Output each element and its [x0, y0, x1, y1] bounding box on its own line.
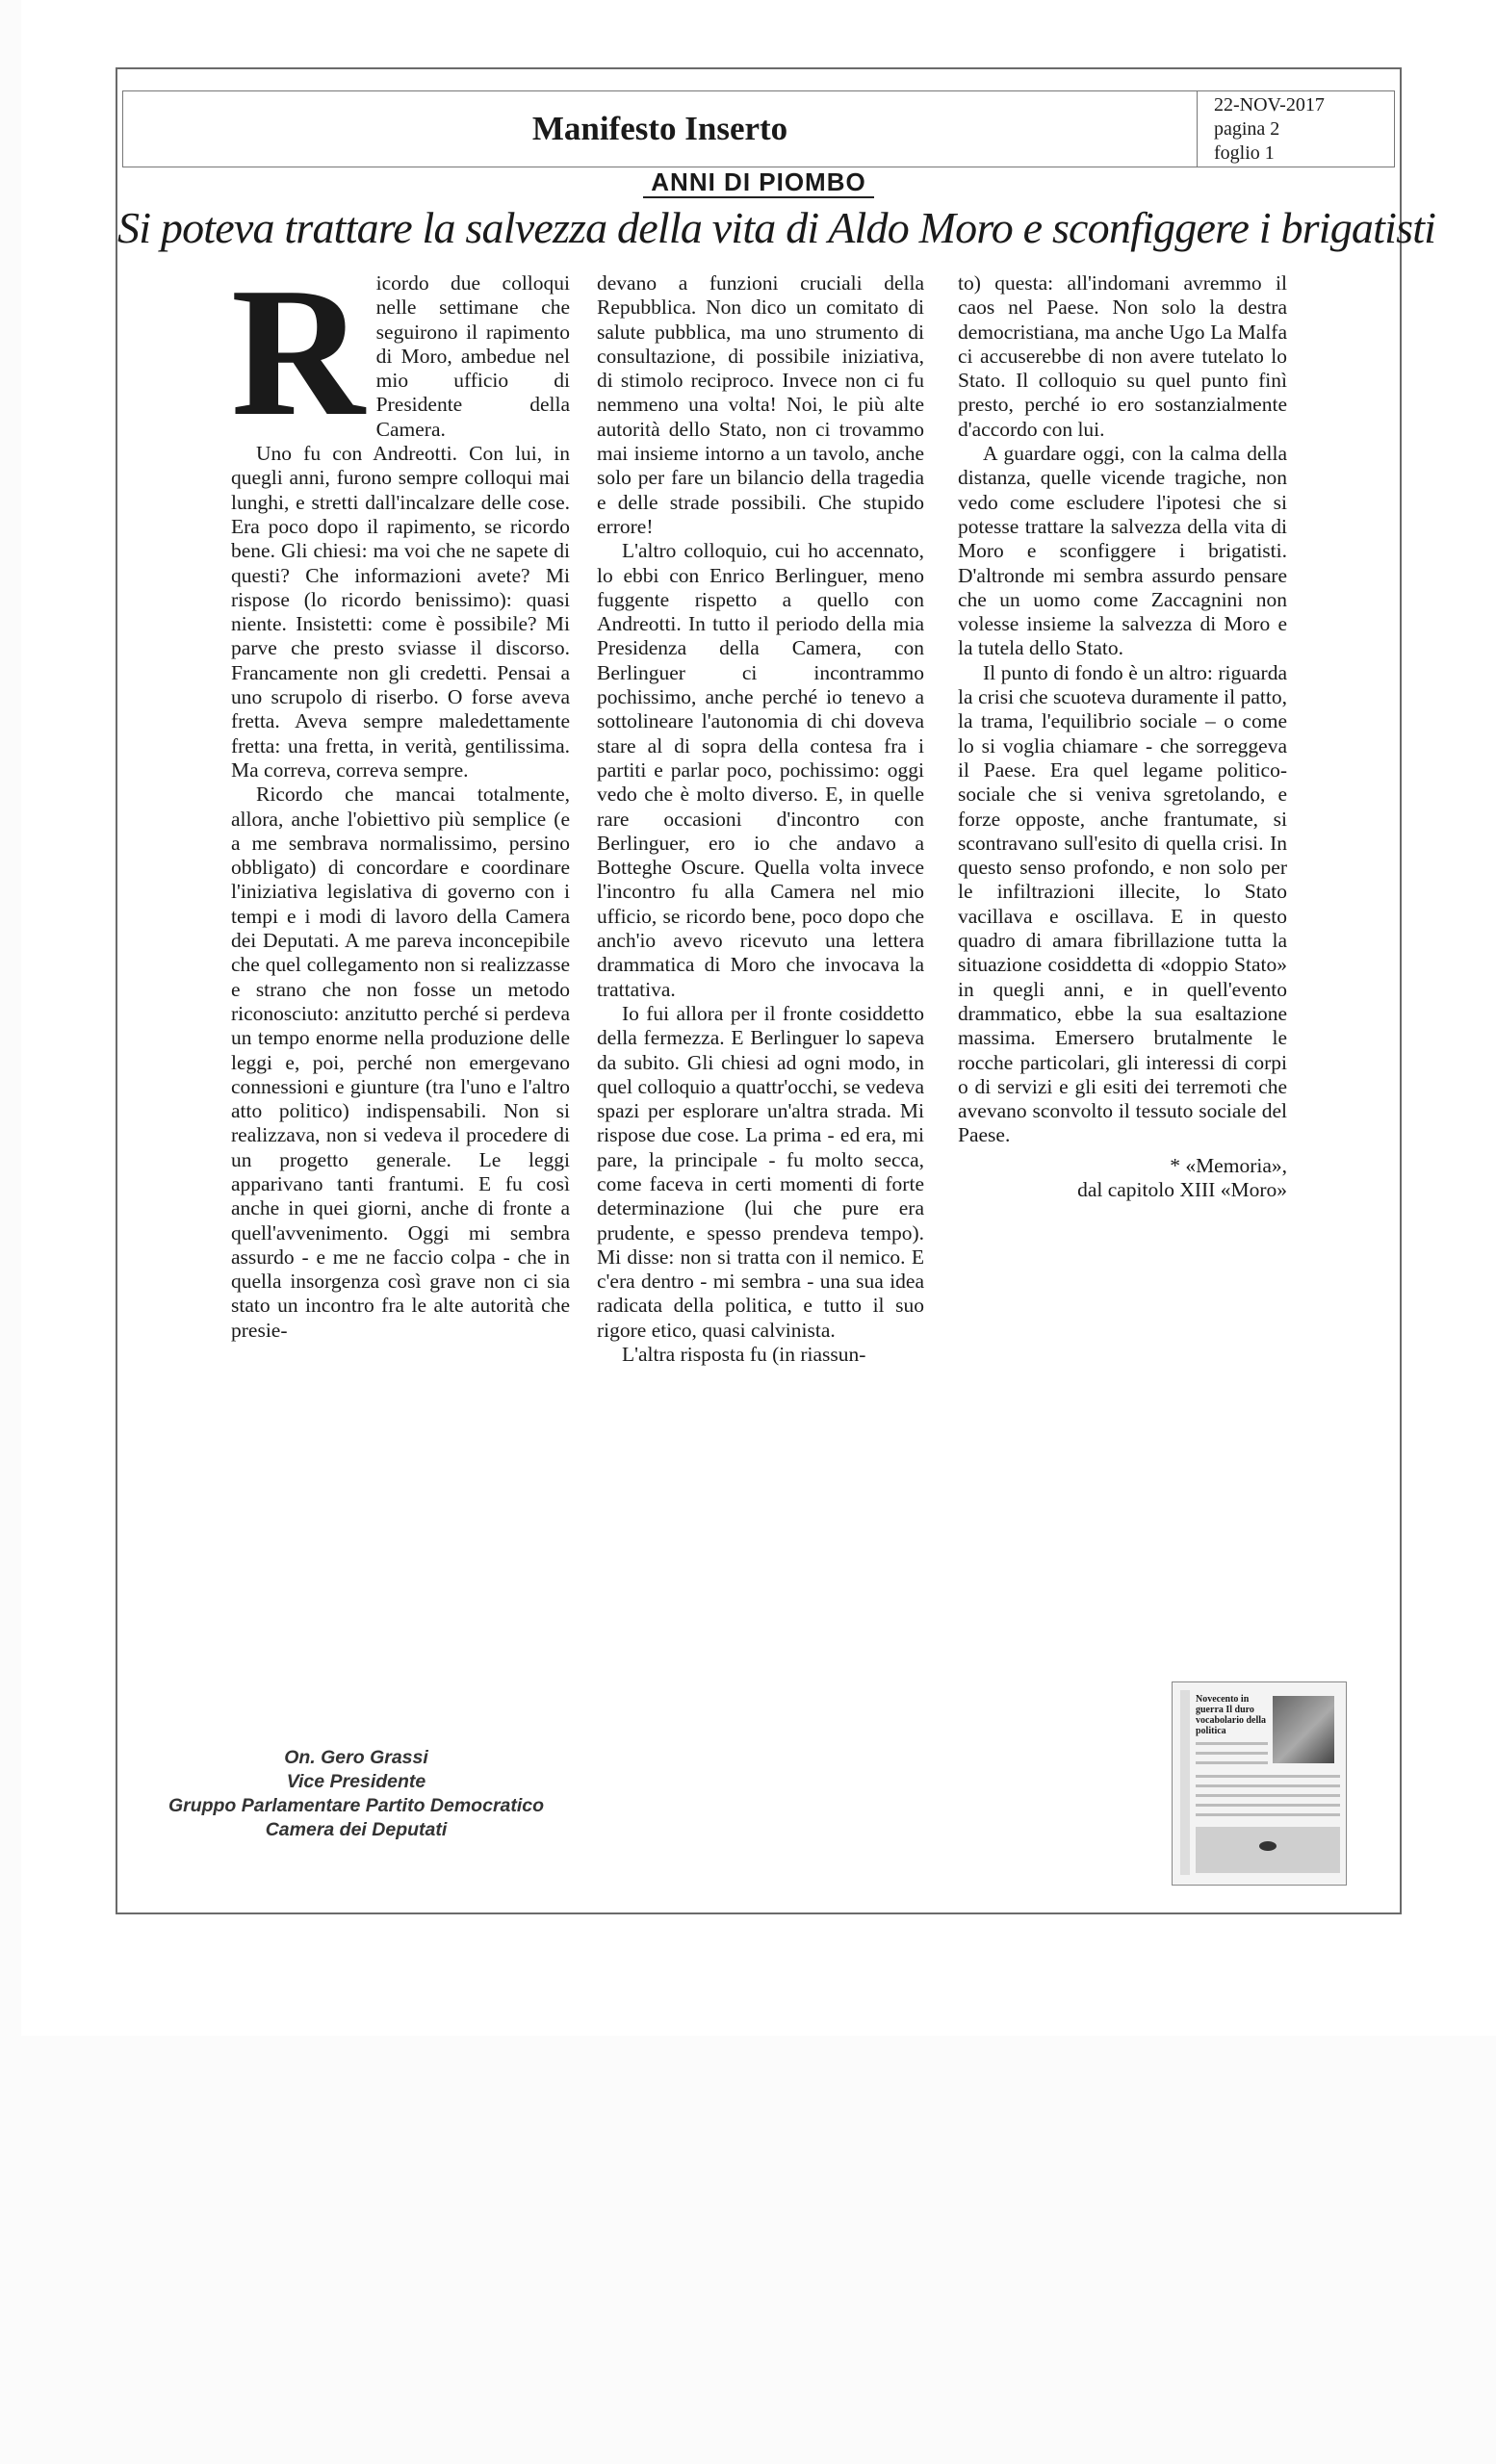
paragraph: Il punto di fondo è un altro: riguarda la crisi che scuoteva duramente il patto, la trama, l'equilibrio sociale – o come lo si voglia chiamare - che sorreggeva il Paese. Era quel legame politico-sociale che si veniva sgretolando, e forze opposte, anche frantumate, si scontravano sull'esito di quella crisi. In questo senso profondo, e non solo per le infiltrazioni illecite, lo Stato vacillava e oscillava. E in questo quadro di amara fibrillazione tutta la situazione cosiddetta di «doppio Stato» in quegli anni, e in quell'evento drammatico, ebbe la sua esaltazione massima. Emersero brutalmente le rocche particolari, gli interessi di corpi o di servizi e gli esiti dei terremoti che avevano sconvolto il tessuto sociale del Paese.: [958, 660, 1287, 1147]
header-box: [122, 90, 1395, 167]
source-note-line: * «Memoria»,: [1170, 1153, 1287, 1177]
page-thumbnail: [1172, 1681, 1347, 1886]
author-name: On. Gero Grassi: [284, 1747, 428, 1768]
thumbnail-text-line: [1196, 1761, 1268, 1764]
section-kicker: [117, 167, 1400, 197]
drop-cap: R: [231, 249, 365, 454]
paragraph: Ricordo che mancai totalmente, allora, anche l'obiettivo più semplice (e a me sembrava normalissimo, persino obbligato) di concordare e coordinare l'iniziativa legislativa di governo con i tempi e i modi di lavoro della Camera dei Deputati. A me pareva inconcepibile che quel collegamento non si realizzasse e strano che non fosse un metodo riconosciuto: anzitutto perché si perdeva un tempo enorme nella produzione delle leggi e, poi, perché non emergevano connessioni e giunture (tra l'uno e l'altro atto politico) indispensabili. Non si realizzava, non si vedeva il procedere di un progetto generale. Le leggi apparivano tanti frantumi. E fu così anche in quei giorni, anche di fronte a quell'avvenimento. Oggi mi sembra assurdo - e me ne faccio colpa - che in quella insorgenza così grave non ci sia stato un incontro fra le alte autorità che presie-: [231, 783, 570, 1342]
header-page: pagina 2: [1214, 118, 1280, 140]
paragraph: L'altro colloquio, cui ho accennato, lo ebbi con Enrico Berlinguer, meno fuggente rispetto a quello con Andreotti. In tutto il periodo della mia Presidenza della Camera, con Berlinguer ci incontrammo pochissimo, anche perché io tenevo a sottolineare l'autonomia di chi doveva stare al di sopra della contesa fra i partiti e parlar poco, pochissimo: oggi vedo che è molto diverso. E, in quelle rare occasioni d'incontro con Berlinguer, ero io che andavo a Botteghe Oscure. Quella volta invece l'incontro fu alla Camera nel mio ufficio, se ricordo bene, poco dopo che anch'io avevo ricevuto una lettera drammatica di Moro che invocava la trattativa.: [597, 539, 924, 1001]
page-sheet: [21, 0, 1496, 2036]
article-column-3: [958, 271, 1287, 1202]
article-column-1: [231, 249, 570, 1343]
publication-title: Manifesto Inserto: [123, 91, 1198, 167]
source-note-line: dal capitolo XIII «Moro»: [1077, 1177, 1287, 1201]
author-block: [144, 1746, 568, 1842]
thumbnail-text-line: [1196, 1813, 1340, 1816]
paragraph: icordo due colloqui nelle settimane che seguirono il rapimento di Moro, ambedue nel mio ufficio di Presidente della Camera.: [375, 271, 570, 441]
header-meta: [1214, 91, 1387, 166]
thumbnail-headline: Novecento in guerra Il duro vocabolario della politica: [1196, 1694, 1267, 1736]
paragraph: L'altra risposta fu (in riassun-: [622, 1343, 866, 1367]
author-chamber: Camera dei Deputati: [265, 1819, 448, 1840]
paragraph: Io fui allora per il fronte cosiddetto della fermezza. E Berlinguer lo sapeva da subito. Gli chiesi ad ogni modo, in quel colloquio a quattr'occhi, se vedeva spazi per esplorare un'altra strada. Mi rispose due cose. La prima - ed era, mi pare, la principale - fu molto secca, come faceva in certi momenti di forte determinazione (lui che pure era prudente, e spesso prendeva tempo). Mi disse: non si tratta con il nemico. E c'era dentro - mi sembra - una sua idea radicata della politica, e tutto il suo rigore etico, quasi calvinista.: [597, 1001, 924, 1342]
author-group: Gruppo Parlamentare Partito Democratico: [168, 1795, 545, 1816]
thumbnail-text-line: [1196, 1775, 1340, 1778]
article-column-2: [597, 271, 924, 1367]
clipping-frame: [116, 67, 1436, 1914]
thumbnail-text-line: [1196, 1804, 1340, 1807]
author-role: Vice Presidente: [286, 1771, 426, 1792]
thumbnail-margin: [1180, 1690, 1190, 1875]
header-date: 22-NOV-2017: [1214, 94, 1325, 116]
article-headline: Si poteva trattare la salvezza della vita di Aldo Moro e sconfiggere i brigatisti: [117, 203, 1436, 252]
thumbnail-text-line: [1196, 1752, 1268, 1755]
paragraph: A guardare oggi, con la calma della distanza, quelle vicende tragiche, non vedo come escludere l'ipotesi che si potesse trattare la salvezza della vita di Moro e sconfiggere i brigatisti. D'altronde mi sembra assurdo pensare che un uomo come Zaccagnini non volesse insieme la salvezza di Moro e la tutela dello Stato.: [958, 442, 1287, 660]
paragraph: to) questa: all'indomani avremmo il caos nel Paese. Non solo la destra democristiana, ma anche Ugo La Malfa ci accuserebbe di non avere tutelato lo Stato. Il colloquio su quel punto finì presto, perché io ero sostanzialmente d'accordo con lui.: [958, 271, 1287, 441]
kicker-text: ANNI DI PIOMBO: [643, 167, 873, 198]
thumbnail-text-line: [1196, 1742, 1268, 1745]
paragraph: devano a funzioni cruciali della Repubblica. Non dico un comitato di salute pubblica, ma uno strumento di consultazione, di possibile iniziativa, di stimolo reciproco. Invece non ci fu nemmeno una volta! Noi, le più alte autorità dello Stato, non ci trovammo mai insieme intorno a un tavolo, anche solo per fare un bilancio della tragedia e delle strade possibili. Che stupido errore!: [597, 271, 924, 538]
header-sheet: foglio 1: [1214, 142, 1275, 164]
paragraph: Uno fu con Andreotti. Con lui, in quegli anni, furono sempre colloqui mai lunghi, e stretti dall'incalzare delle cose. Era poco dopo il rapimento, se ricordo bene. Gli chiesi: ma voi che ne sapete di questi? Che informazioni avete? Mi rispose (lo ricordo benissimo): quasi niente. Insistetti: come è possibile? Mi parve che presto sviasse il discorso. Francamente non gli credetti. Pensai a uno scrupolo di riserbo. O forse aveva fretta. Aveva sempre maledettamente fretta: una fretta, in verità, gentilissima. Ma correva, correva sempre.: [231, 442, 570, 782]
thumbnail-photo: [1273, 1696, 1334, 1763]
thumbnail-photo-figure: [1259, 1841, 1277, 1851]
thumbnail-text-line: [1196, 1794, 1340, 1797]
thumbnail-text-line: [1196, 1784, 1340, 1787]
source-note: [958, 1154, 1287, 1203]
